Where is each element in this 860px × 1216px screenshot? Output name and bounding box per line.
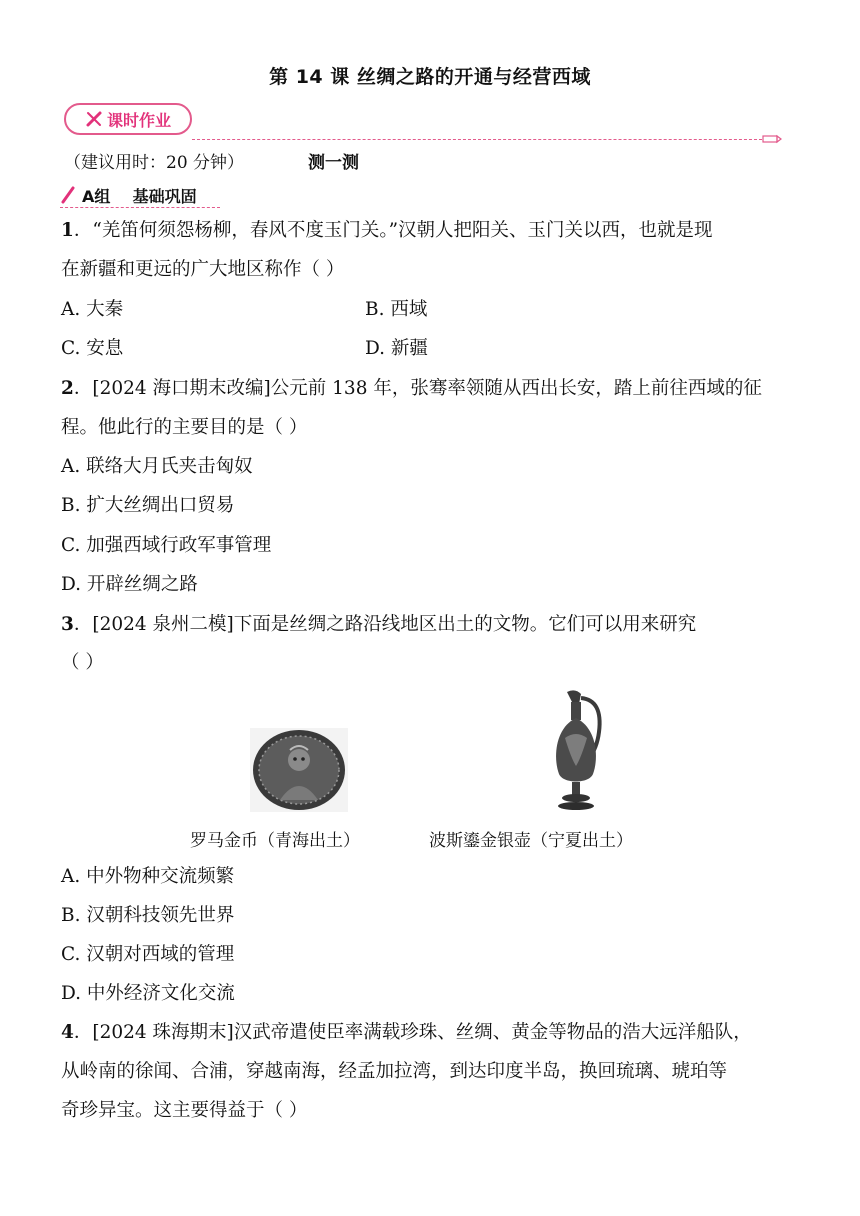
option-b: B. 西域	[365, 299, 428, 320]
option-b: B. 汉朝科技领先世界	[61, 905, 235, 926]
question-text: ．“羌笛何须怨杨柳，春风不度玉门关。”汉朝人把阳关、玉门关以西，也就是现	[73, 220, 713, 241]
question-2-line-2: 程。他此行的主要目的是（ ）	[61, 417, 308, 438]
pen-icon	[60, 186, 76, 204]
option-b: B. 扩大丝绸出口贸易	[61, 495, 235, 516]
question-text: ．[2024 泉州二模]下面是丝绸之路沿线地区出土的文物。它们可以用来研究	[73, 614, 697, 635]
question-text: ．[2024 海口期末改编]公元前 138 年，张骞率领随从西出长安，踏上前往西域的征	[73, 378, 762, 399]
option-c: C. 安息	[61, 338, 124, 359]
section-divider	[192, 139, 762, 140]
option-c: C. 加强西域行政军事管理	[61, 535, 272, 556]
question-1-line-2: 在新疆和更远的广大地区称作（ ）	[61, 259, 345, 280]
question-number: 4	[61, 1022, 74, 1043]
ewer-caption: 波斯鎏金银壶（宁夏出土）	[429, 831, 633, 851]
question-number: 3	[61, 614, 74, 635]
pencil-ruler-icon	[85, 110, 103, 128]
coin-caption: 罗马金币（青海出土）	[190, 831, 360, 851]
question-1-line-1	[61, 218, 713, 244]
persian-ewer-image	[545, 688, 609, 812]
question-4-line-2: 从岭南的徐闻、合浦，穿越南海，经孟加拉湾，到达印度半岛，换回琉璃、琥珀等	[61, 1061, 728, 1082]
question-number: 1	[61, 220, 74, 241]
roman-coin-image	[250, 728, 348, 812]
suggested-time: （建议用时：20 分钟）	[64, 153, 245, 173]
option-d: D. 开辟丝绸之路	[61, 574, 198, 595]
option-a: A. 大秦	[61, 299, 124, 320]
question-number: 2	[61, 378, 74, 399]
question-2-line-1	[61, 376, 762, 402]
test-label: 测一测	[308, 153, 359, 173]
group-heading	[60, 183, 220, 207]
question-4-line-1	[61, 1020, 752, 1046]
badge-label: 课时作业	[106, 110, 171, 130]
homework-badge	[64, 103, 192, 135]
question-text: ．[2024 珠海期末]汉武帝遣使臣率满载珍珠、丝绸、黄金等物品的浩大远洋船队，	[73, 1022, 752, 1043]
option-d: D. 新疆	[365, 338, 428, 359]
pencil-end-icon	[762, 133, 782, 145]
question-3-line-1	[61, 612, 696, 638]
group-underline	[60, 207, 220, 208]
page-title: 第 14 课 丝绸之路的开通与经营西域	[269, 66, 591, 88]
meta-row	[64, 148, 359, 173]
option-c: C. 汉朝对西域的管理	[61, 944, 235, 965]
group-label: A组 基础巩固	[82, 186, 197, 206]
question-3-line-2: （ ）	[61, 652, 104, 673]
option-a: A. 中外物种交流频繁	[61, 866, 235, 887]
question-4-line-3: 奇珍异宝。这主要得益于（ ）	[61, 1100, 308, 1121]
option-a: A. 联络大月氏夹击匈奴	[61, 456, 253, 477]
option-d: D. 中外经济文化交流	[61, 983, 235, 1004]
